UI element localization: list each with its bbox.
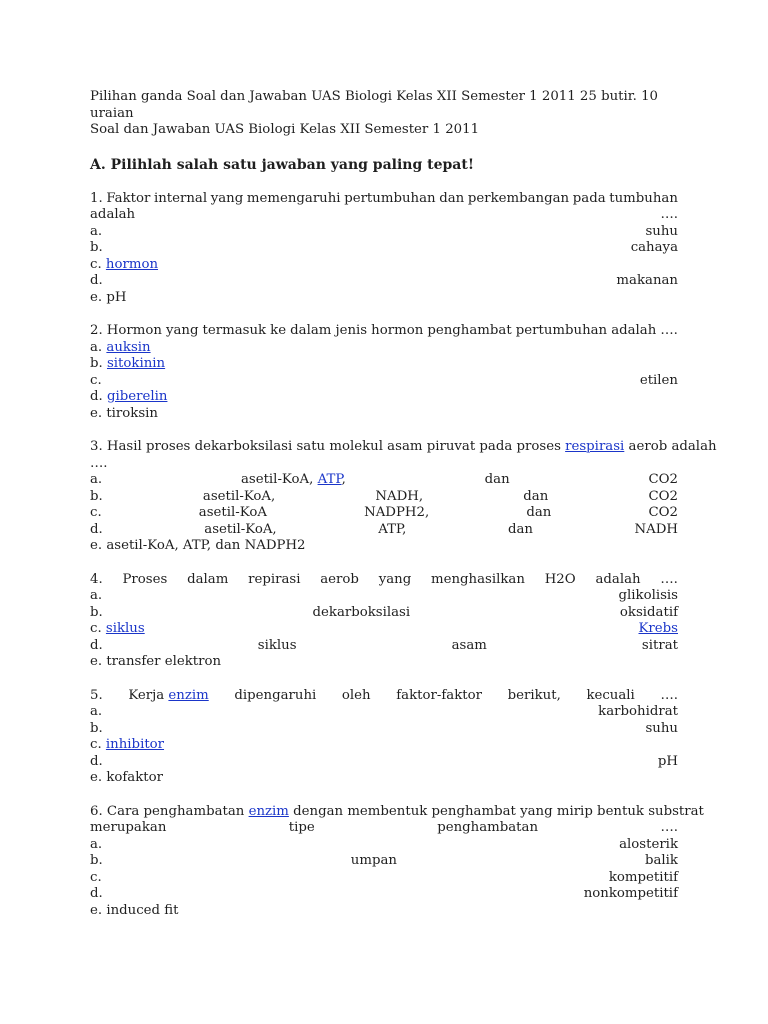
question-text-part: dengan membentuk penghambat yang mirip bentuk substrat bbox=[293, 803, 704, 819]
option-letter: b. bbox=[90, 720, 103, 736]
intro-line-1: Pilihan ganda Soal dan Jawaban UAS Biologi Kelas XII Semester 1 2011 25 butir. 10 uraian bbox=[90, 89, 659, 121]
option-text: nonkompetitif bbox=[583, 886, 678, 901]
link-hormon[interactable]: hormon bbox=[105, 256, 159, 272]
word: dalam bbox=[187, 571, 229, 587]
option-a bbox=[90, 704, 678, 721]
question-text-cont bbox=[90, 820, 678, 837]
word: termasuk bbox=[202, 323, 267, 338]
option-text: alosterik bbox=[619, 836, 678, 852]
question-4 bbox=[90, 572, 678, 671]
word: …. bbox=[660, 571, 678, 587]
question-text bbox=[90, 439, 717, 456]
option-text: karbohidrat bbox=[598, 704, 678, 719]
word: kecuali bbox=[586, 687, 635, 703]
option-letter: b. bbox=[90, 488, 103, 504]
option-b bbox=[90, 853, 678, 870]
option-c-left bbox=[90, 621, 145, 638]
option-a bbox=[90, 340, 678, 357]
option-a bbox=[90, 588, 678, 605]
word: dan bbox=[523, 488, 549, 504]
question-text-cont bbox=[90, 207, 678, 224]
question-text-part: 6. Cara penghambatan bbox=[90, 803, 245, 819]
link-respirasi[interactable]: respirasi bbox=[565, 439, 625, 454]
option-e: e. asetil-KoA, ATP, dan NADPH2 bbox=[90, 538, 306, 553]
link-enzim[interactable]: enzim bbox=[248, 803, 289, 819]
word: merupakan bbox=[90, 820, 167, 835]
option-c bbox=[90, 737, 678, 754]
option-letter: d. bbox=[90, 637, 103, 653]
option-d bbox=[90, 273, 678, 290]
word: penghambat bbox=[427, 323, 512, 338]
word: faktor-faktor bbox=[396, 687, 482, 703]
question-text-cont: …. bbox=[90, 455, 108, 471]
word: …. bbox=[660, 687, 678, 703]
option-letter: a. bbox=[90, 836, 103, 852]
word: dan bbox=[507, 521, 533, 537]
word: balik bbox=[644, 853, 678, 868]
link-giberelin[interactable]: giberelin bbox=[106, 389, 168, 404]
word: adalah bbox=[90, 207, 136, 222]
question-text bbox=[90, 191, 678, 208]
word: ke bbox=[270, 323, 287, 338]
link-underline[interactable] bbox=[145, 621, 639, 638]
question-text-part: 3. Hasil proses dekarboksilasi satu molekul asam piruvat pada proses bbox=[90, 439, 561, 454]
option-e: e. tiroksin bbox=[90, 405, 158, 421]
word: dipengaruhi bbox=[234, 687, 317, 703]
option-e: e. transfer elektron bbox=[90, 654, 222, 669]
word: dan bbox=[526, 505, 552, 520]
option-text: pH bbox=[657, 753, 678, 769]
word: NADH, bbox=[375, 488, 424, 504]
option-text: makanan bbox=[616, 273, 678, 288]
option-text: cahaya bbox=[630, 240, 678, 255]
word: Hormon bbox=[106, 323, 162, 338]
word: yang bbox=[165, 323, 199, 338]
option-letter: c. bbox=[90, 621, 102, 636]
link-krebs[interactable]: Krebs bbox=[638, 621, 678, 636]
question-5 bbox=[90, 688, 678, 787]
option-letter: a. bbox=[90, 588, 103, 603]
question-text bbox=[90, 572, 678, 589]
word: ATP, bbox=[378, 521, 407, 537]
word: Faktor bbox=[106, 190, 151, 206]
word: yang bbox=[210, 190, 244, 206]
option-c bbox=[90, 870, 678, 887]
option-b bbox=[90, 605, 678, 622]
option-letter: d. bbox=[90, 521, 103, 537]
word: dalam bbox=[290, 323, 332, 338]
word: dan bbox=[439, 190, 465, 206]
word: memengaruhi bbox=[246, 190, 341, 206]
word: 2. bbox=[90, 323, 103, 338]
option-letter: a. bbox=[90, 472, 103, 487]
word: CO2 bbox=[648, 472, 678, 487]
word: asetil-KoA, bbox=[204, 521, 277, 537]
option-d bbox=[90, 886, 678, 903]
word: oleh bbox=[341, 687, 371, 703]
option-letter: c. bbox=[90, 505, 102, 520]
word: jenis bbox=[335, 323, 368, 338]
option-e: e. pH bbox=[90, 289, 127, 305]
word: 5. bbox=[90, 687, 103, 703]
word: CO2 bbox=[648, 505, 678, 520]
word: sitrat bbox=[641, 637, 678, 653]
question-3 bbox=[90, 439, 717, 555]
word: NADH bbox=[634, 521, 678, 537]
word: Proses bbox=[122, 571, 168, 587]
option-d bbox=[90, 638, 678, 655]
question-text bbox=[90, 323, 678, 340]
word: H2O bbox=[544, 571, 576, 587]
word: NADPH2, bbox=[364, 505, 430, 520]
word: penghambatan bbox=[437, 820, 539, 835]
option-text: suhu bbox=[645, 223, 678, 239]
word: dan bbox=[484, 472, 510, 487]
word: asetil-KoA bbox=[198, 505, 267, 520]
option-letter: c. bbox=[90, 869, 102, 885]
question-text bbox=[90, 803, 704, 821]
option-letter: b. bbox=[90, 604, 103, 620]
word: CO2 bbox=[648, 488, 678, 504]
option-c bbox=[90, 373, 678, 390]
word-kerja: Kerja bbox=[128, 687, 165, 703]
option-letter: b. bbox=[90, 356, 103, 371]
option-letter: b. bbox=[90, 240, 103, 255]
word: pada bbox=[572, 190, 606, 206]
word: tumbuhan bbox=[609, 190, 678, 206]
word: tipe bbox=[288, 820, 315, 835]
option-c bbox=[90, 621, 678, 638]
option-text: kompetitif bbox=[608, 869, 678, 885]
word: aerob bbox=[320, 571, 359, 587]
option-d bbox=[90, 754, 678, 771]
option-letter: d. bbox=[90, 753, 103, 769]
question-6 bbox=[90, 803, 704, 920]
question-text-part: aerob adalah bbox=[628, 439, 717, 454]
option-c bbox=[90, 257, 678, 274]
option-a bbox=[90, 472, 678, 489]
word: …. bbox=[660, 323, 678, 338]
link-auksin[interactable]: auksin bbox=[106, 339, 151, 355]
word: oksidatif bbox=[619, 604, 678, 620]
option-e: e. kofaktor bbox=[90, 770, 163, 785]
option-letter: a. bbox=[90, 339, 103, 355]
intro-text bbox=[90, 89, 678, 139]
link-siklus[interactable]: siklus bbox=[105, 621, 145, 636]
word: pertumbuhan bbox=[344, 190, 436, 206]
option-c bbox=[90, 505, 678, 522]
option-e: e. induced fit bbox=[90, 902, 179, 918]
word: asam bbox=[451, 637, 487, 653]
word: adalah bbox=[595, 571, 641, 587]
option-text: suhu bbox=[645, 720, 678, 736]
option-letter: b. bbox=[90, 853, 103, 868]
word: adalah bbox=[611, 323, 657, 338]
word: perkembangan bbox=[467, 190, 570, 206]
option-letter: d. bbox=[90, 886, 103, 901]
intro-line-2: Soal dan Jawaban UAS Biologi Kelas XII Semester 1 2011 bbox=[90, 122, 480, 137]
word: siklus bbox=[257, 637, 297, 653]
word: internal bbox=[153, 190, 208, 206]
word: 1. bbox=[90, 190, 103, 206]
word bbox=[128, 688, 208, 705]
option-letter: c. bbox=[90, 256, 102, 272]
option-letter: a. bbox=[90, 704, 103, 719]
word: …. bbox=[660, 820, 678, 835]
word: pertumbuhan bbox=[515, 323, 608, 338]
word: yang bbox=[378, 571, 412, 587]
option-text: etilen bbox=[639, 372, 678, 388]
word: berikut, bbox=[507, 687, 561, 703]
word: repirasi bbox=[248, 571, 301, 587]
word: menghasilkan bbox=[430, 571, 525, 587]
word: , bbox=[341, 472, 346, 487]
word: 4. bbox=[90, 571, 103, 587]
option-d bbox=[90, 389, 678, 406]
option-letter: d. bbox=[90, 389, 103, 404]
option-letter: d. bbox=[90, 273, 103, 288]
option-b bbox=[90, 240, 678, 257]
option-b bbox=[90, 721, 678, 738]
option-text: glikolisis bbox=[618, 588, 678, 603]
word: …. bbox=[660, 207, 678, 222]
link-sitokinin[interactable]: sitokinin bbox=[106, 356, 166, 371]
word: hormon bbox=[371, 323, 424, 338]
option-a bbox=[90, 224, 678, 241]
link-enzim[interactable]: enzim bbox=[168, 687, 209, 703]
word: umpan bbox=[350, 853, 397, 868]
word: asetil-KoA, bbox=[202, 488, 276, 504]
option-a bbox=[90, 837, 678, 854]
question-text bbox=[90, 688, 678, 705]
option-letter: c. bbox=[90, 737, 102, 752]
word: dekarboksilasi bbox=[312, 604, 411, 620]
section-heading: A. Pilihlah salah satu jawaban yang paling tepat! bbox=[90, 156, 474, 173]
question-2 bbox=[90, 323, 678, 422]
option-letter: a. bbox=[90, 223, 103, 239]
option-b bbox=[90, 356, 678, 373]
option-d bbox=[90, 522, 678, 539]
word: asetil-KoA, bbox=[240, 472, 314, 487]
document-content bbox=[90, 89, 717, 919]
option-part bbox=[241, 472, 346, 489]
link-inhibitor[interactable]: inhibitor bbox=[105, 737, 165, 752]
option-letter: c. bbox=[90, 372, 102, 388]
link-atp[interactable]: ATP bbox=[317, 472, 342, 487]
option-b bbox=[90, 489, 678, 506]
question-1 bbox=[90, 191, 678, 307]
